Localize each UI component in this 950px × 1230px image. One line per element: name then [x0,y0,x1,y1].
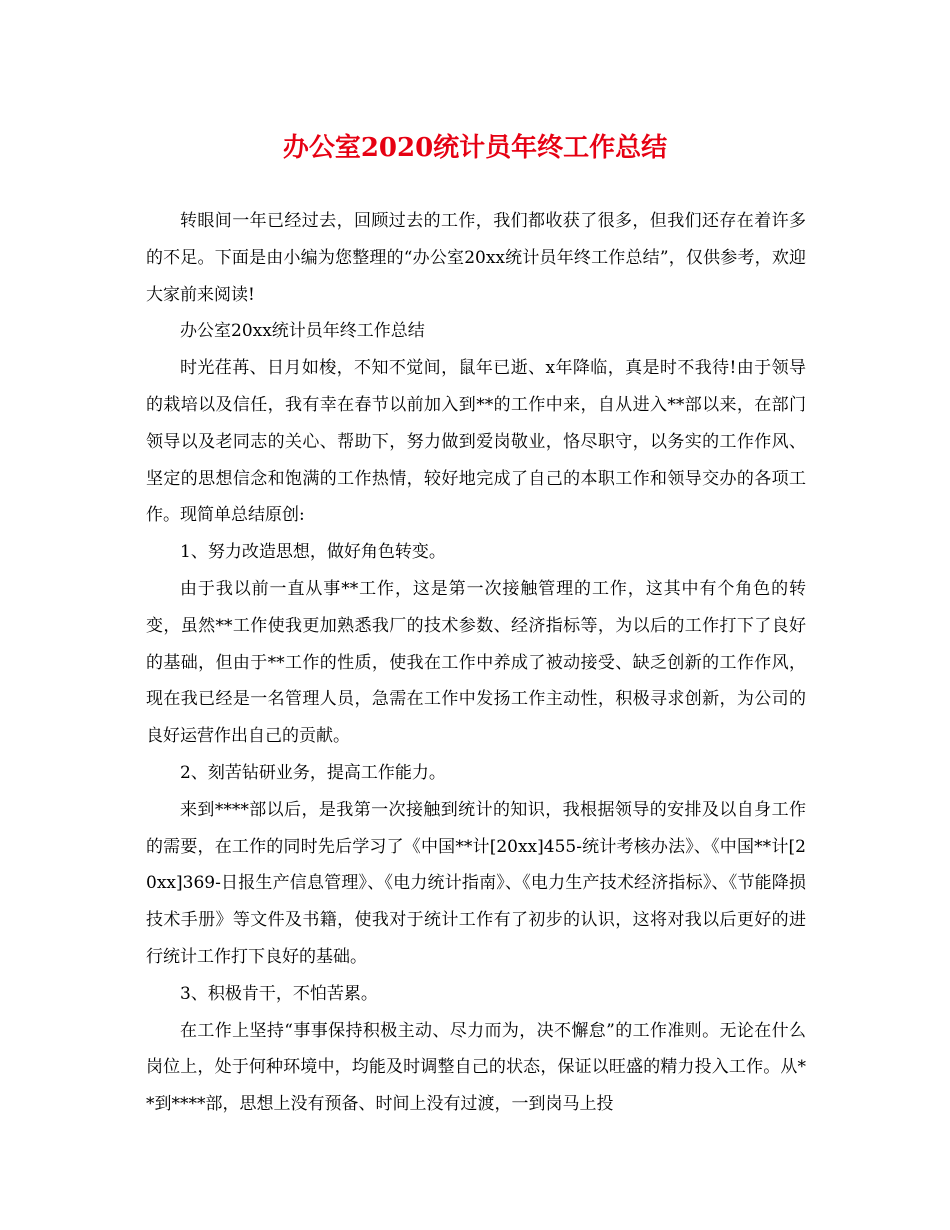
subtitle-paragraph: 办公室20xx统计员年终工作总结 [180,321,425,342]
section-paragraph-1: 由于我以前一直从事**工作，这是第一次接触管理的工作，这其中有个角色的转变，虽然**工作使我更加熟悉我厂的技术参数、经济指标等，为以后的工作打下了良好的基础，但由于**工作的性质，使我在工作中养成了被动接受、缺乏创新的工作作风，现在我已经是一名管理人员，急需在工作中发扬工作主动性，积极寻求创新，为公司的良好运营作出自己的贡献。 [146,578,806,747]
document-title: 办公室2020统计员年终工作总结 [282,133,668,163]
opening-paragraph: 时光荏苒、日月如梭，不知不觉间，鼠年已逝、x年降临，真是时不我待!由于领导的栽培以及信任，我有幸在春节以前加入到**的工作中来，自从进入**部以来，在部门领导以及老同志的关心、帮助下，努力做到爱岗敬业，恪尽职守，以务实的工作作风、坚定的思想信念和饱满的工作热情，较好地完成了自己的本职工作和领导交办的各项工作。现简单总结原创: [146,358,806,526]
section-heading-3: 3、积极肯干，不怕苦累。 [180,983,378,1004]
section-paragraph-2: 来到****部以后，是我第一次接触到统计的知识，我根据领导的安排及以自身工作的需要，在工作的同时先后学习了《中国**计[20xx]455-统计考核办法》、《中国**计[20xx]369-日报生产信息管理》、《电力统计指南》、《电力生产技术经济指标》、《节能降损技术手册》等文件及书籍，使我对于统计工作有了初步的认识，这将对我以后更好的进行统计工作打下良好的基础。 [146,799,806,967]
section-heading-2: 2、刻苦钻研业务，提高工作能力。 [180,762,446,783]
intro-paragraph: 转眼间一年已经过去，回顾过去的工作，我们都收获了很多，但我们还存在着许多的不足。下面是由小编为您整理的“办公室20xx统计员年终工作总结”，仅供参考，欢迎大家前来阅读! [146,211,806,305]
section-paragraph-3: 在工作上坚持“事事保持积极主动、尽力而为，决不懈怠”的工作准则。无论在什么岗位上，处于何种环境中，均能及时调整自己的状态，保证以旺盛的精力投入工作。从**到****部，思想上没有预备、时间上没有过渡，一到岗马上投 [146,1020,806,1115]
document-body [146,203,806,1123]
section-heading-1: 1、努力改造思想，做好角色转变。 [180,542,446,563]
